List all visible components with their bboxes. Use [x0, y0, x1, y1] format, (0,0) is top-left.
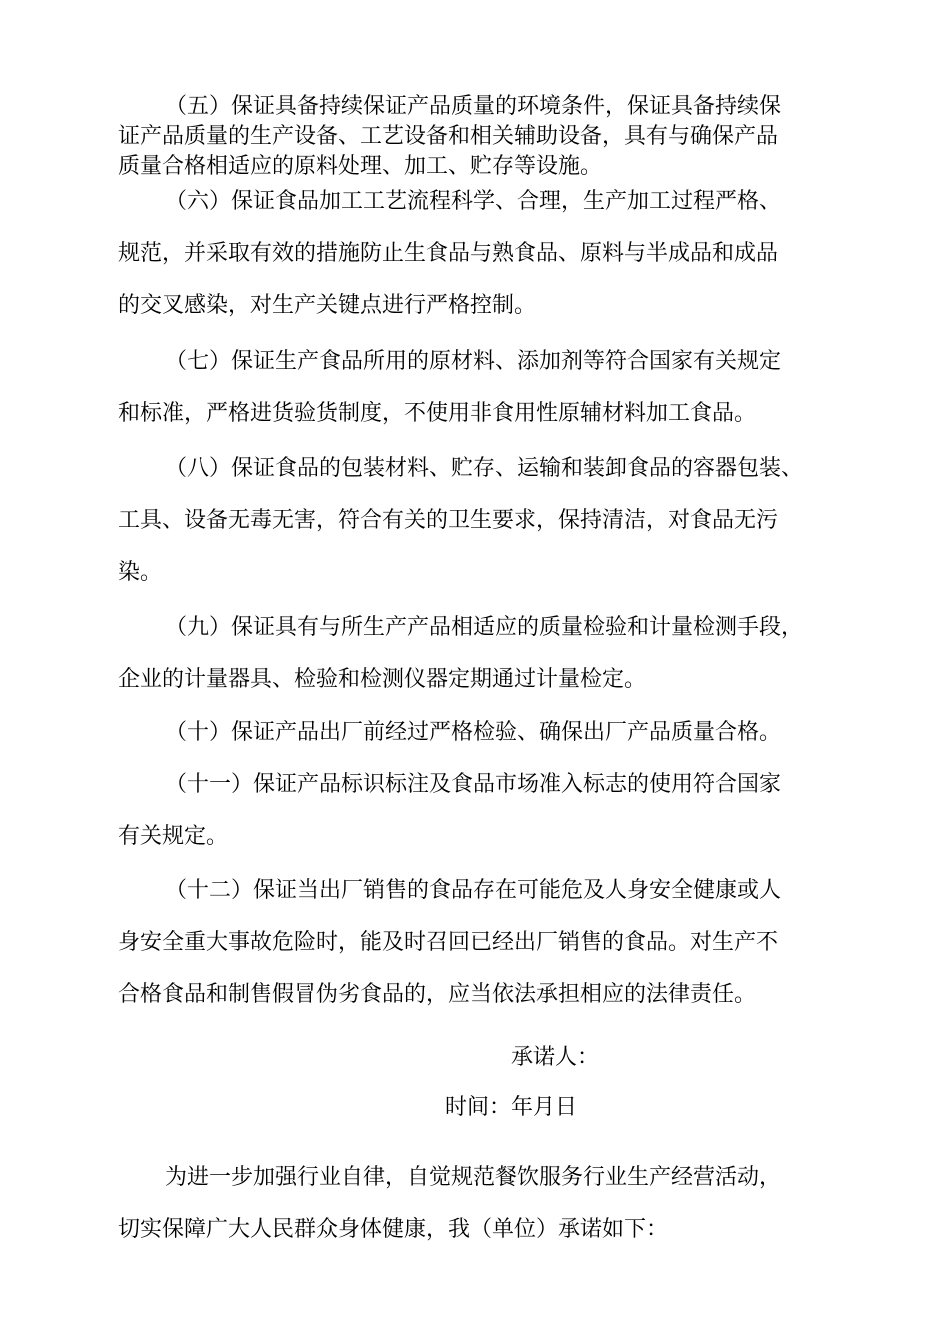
- text-line: 有关规定。: [118, 824, 229, 849]
- signature-date: 时间：年月日: [445, 1095, 578, 1120]
- commitment-item-5: [118, 92, 853, 182]
- text-line: 工具、设备无毒无害，符合有关的卫生要求，保持清洁，对食品无污: [118, 508, 779, 533]
- text-line: 的交叉感染，对生产关键点进行严格控制。: [118, 293, 537, 318]
- promiser-label: 承诺人：: [511, 1045, 600, 1070]
- text-line: 身安全重大事故危险时，能及时召回已经出厂销售的食品。对生产不: [118, 930, 779, 955]
- commitment-item-6: [118, 187, 853, 343]
- commitment-item-10: [118, 718, 853, 770]
- text-line: 和标准，严格进货验货制度，不使用非食用性原辅材料加工食品。: [118, 401, 757, 426]
- intro-paragraph: [118, 1163, 853, 1267]
- commitment-item-8: [118, 454, 853, 610]
- text-line: 为进一步加强行业自律，自觉规范餐饮服务行业生产经营活动，: [165, 1165, 782, 1190]
- text-line: 染。: [118, 560, 163, 585]
- text-line: （十）保证产品出厂前经过严格检验、确保出厂产品质量合格。: [165, 720, 782, 745]
- text-line: 规范，并采取有效的措施防止生食品与熟食品、原料与半成品和成品: [118, 241, 779, 266]
- commitment-item-7: [118, 347, 853, 451]
- text-line: （八）保证食品的包装材料、贮存、运输和装卸食品的容器包装、: [165, 456, 804, 481]
- text-line: （十一）保证产品标识标注及食品市场准入标志的使用符合国家: [165, 772, 782, 797]
- text-line: （十二）保证当出厂销售的食品存在可能危及人身安全健康或人: [165, 878, 782, 903]
- text-line: 证产品质量的生产设备、工艺设备和相关辅助设备，具有与确保产品: [118, 124, 779, 149]
- commitment-item-9: [118, 613, 853, 717]
- text-line: （六）保证食品加工工艺流程科学、合理，生产加工过程严格、: [165, 189, 782, 214]
- text-line: 合格食品和制售假冒伪劣食品的，应当依法承担相应的法律责任。: [118, 982, 757, 1007]
- text-line: （七）保证生产食品所用的原材料、添加剂等符合国家有关规定: [165, 349, 782, 374]
- commitment-item-12: [118, 876, 853, 1032]
- text-line: 质量合格相适应的原料处理、加工、贮存等设施。: [118, 154, 603, 179]
- text-line: 企业的计量器具、检验和检测仪器定期通过计量检定。: [118, 667, 647, 692]
- commitment-item-11: [118, 770, 853, 874]
- text-line: （五）保证具备持续保证产品质量的环境条件，保证具备持续保: [165, 94, 782, 119]
- text-line: （九）保证具有与所生产产品相适应的质量检验和计量检测手段，: [165, 615, 804, 640]
- text-line: 切实保障广大人民群众身体健康，我（单位）承诺如下：: [118, 1217, 669, 1242]
